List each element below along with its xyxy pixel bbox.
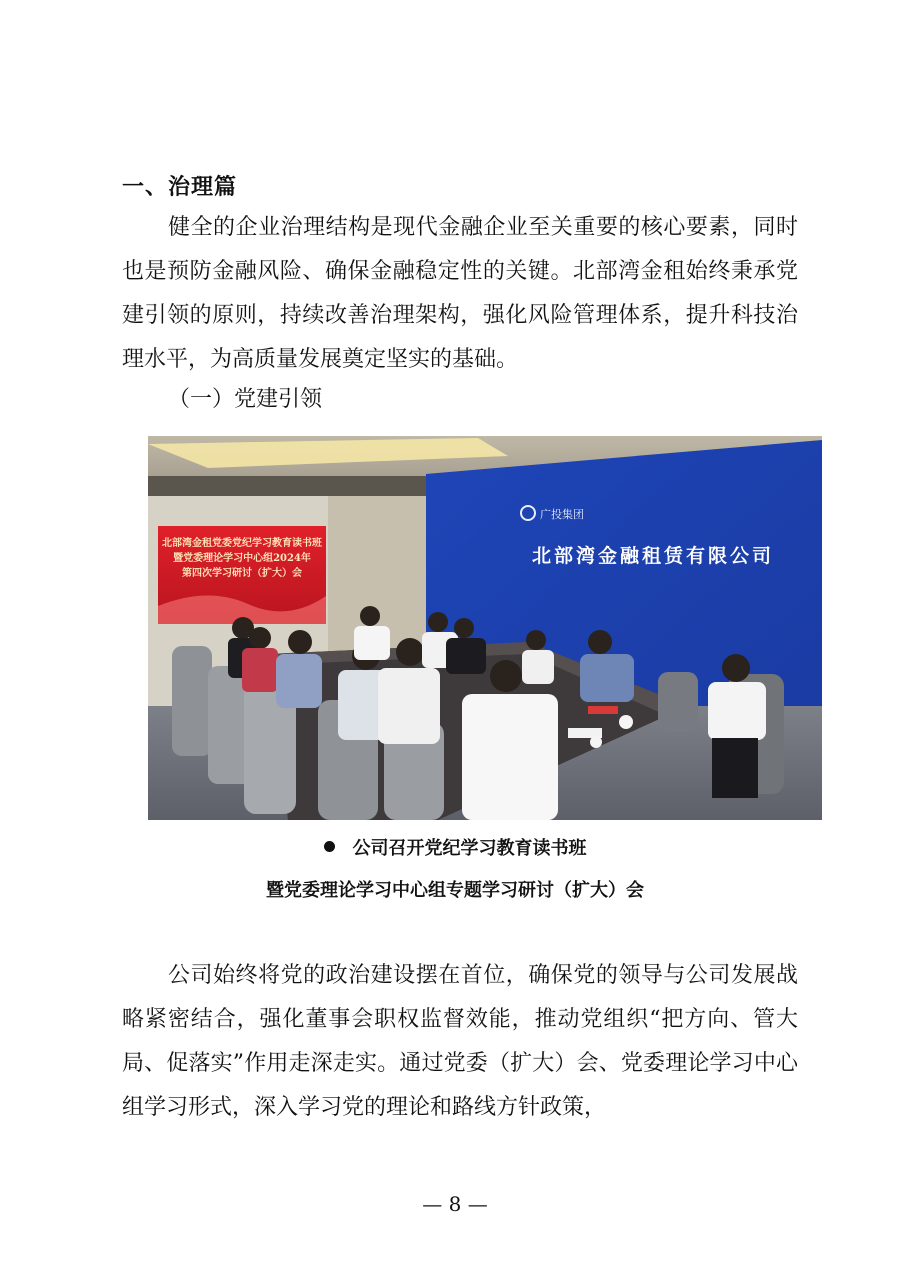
photo-wall-logo [520, 505, 584, 522]
photo-wall-logo-text: 广投集团 [540, 508, 584, 521]
photo-wall-company: 北部湾金融租赁有限公司 [532, 545, 775, 567]
meeting-photo [148, 436, 822, 820]
photo-caption-line1 [0, 834, 910, 860]
photo-banner-line2: 暨党委理论学习中心组2024年 [173, 553, 311, 564]
page-number: — 8 — [422, 1192, 488, 1216]
photo-banner [158, 536, 326, 581]
photo-banner-line1: 北部湾金租党委党纪学习教育读书班 [162, 538, 322, 549]
section-heading: 一、治理篇 [122, 175, 238, 200]
caption-line1-text: 公司召开党纪学习教育读书班 [352, 838, 587, 859]
photo-banner-line3: 第四次学习研讨（扩大）会 [182, 568, 302, 579]
subsection-heading: （一）党建引领 [168, 387, 323, 412]
body-paragraph: 公司始终将党的政治建设摆在首位，确保党的领导与公司发展战略紧密结合，强化董事会职权监督效能，推动党组织“把方向、管大局、促落实”作用走深走实。通过党委（扩大）会、党委理论学习中心组学习形式，深入学习党的理论和路线方针政策， [122, 963, 798, 1120]
bullet-icon [324, 841, 335, 852]
photo-caption-line2: 暨党委理论学习中心组专题学习研讨（扩大）会 [266, 880, 644, 901]
logo-mark-icon [520, 505, 536, 521]
intro-paragraph: 健全的企业治理结构是现代金融企业至关重要的核心要素，同时也是预防金融风险、确保金融稳定性的关键。北部湾金租始终秉承党建引领的原则，持续改善治理架构，强化风险管理体系，提升科技治理水平，为高质量发展奠定坚实的基础。 [122, 215, 798, 372]
